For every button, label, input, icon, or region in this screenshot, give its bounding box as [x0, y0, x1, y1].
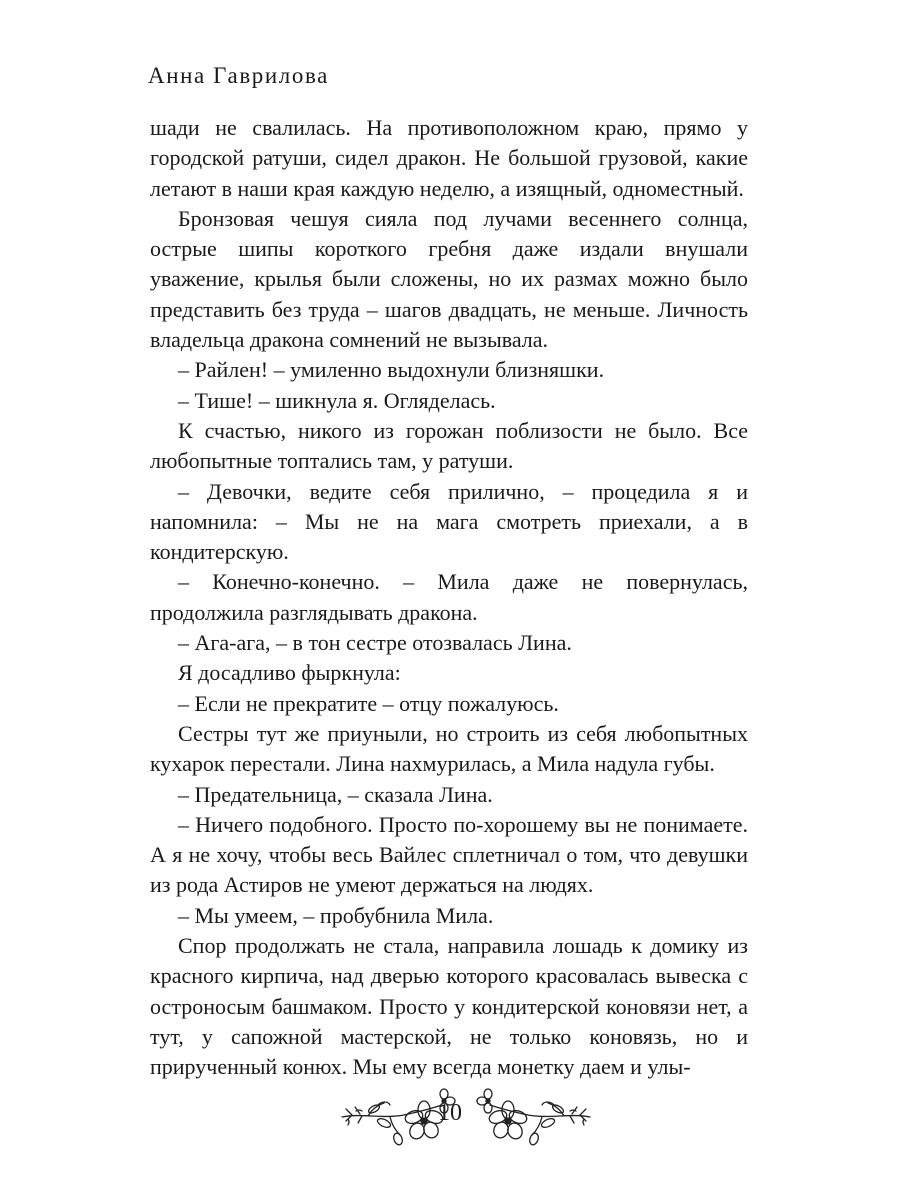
paragraph: Бронзовая чешуя сияла под лучами весеннего солнца, острые шипы короткого гребня даже издали внушали уважение, крылья были сложены, но их размах можно было представить без труда – шагов двадцать, не меньше. Личность владельца дракона сомнений не вызывала. — [150, 205, 748, 353]
paragraph: – Предательница, – сказала Лина. — [178, 781, 493, 807]
paragraph: – Тише! – шикнула я. Огляделась. — [178, 387, 496, 413]
paragraph: шади не свалилась. На противоположном краю, прямо у городской ратуши, сидел дракон. Не большой грузовой, какие летают в наши края каждую неделю, а изящный, одноместный. — [150, 115, 748, 201]
paragraph: – Райлен! – умиленно выдохнули близняшки. — [178, 357, 605, 383]
paragraph: – Девочки, ведите себя прилично, – процедила я и напомнила: – Мы не на мага смотреть приехали, а в кондитерскую. — [150, 478, 748, 565]
blossom-branch-icon — [474, 1083, 594, 1153]
paragraph: – Мы умеем, – пробубнила Мила. — [178, 902, 494, 928]
running-head-author: Анна Гаврилова — [148, 63, 329, 88]
paragraph: – Если не прекратите – отцу пожалуюсь. — [178, 690, 559, 716]
paragraph: К счастью, никого из горожан поблизости не было. Все любопытные топтались там, у ратуши. — [150, 417, 748, 474]
paragraph: Я досадливо фыркнула: — [178, 660, 401, 686]
paragraph: – Ничего подобного. Просто по-хорошему вы не понимаете. А я не хочу, чтобы весь Вайлес сплетничал о том, что девушки из рода Астиров не умеют держаться на людях. — [150, 811, 748, 898]
body-text — [150, 113, 748, 1083]
paragraph: – Конечно-конечно. – Мила даже не повернулась, продолжила разглядывать дракона. — [150, 569, 748, 625]
paragraph: Спор продолжать не стала, направила лошадь к домику из красного кирпича, над дверью которого красовалась вывеска с остроносым башмаком. Просто у кондитерской коновязи нет, а тут, у сапожной мастерской, не только коновязь, но и прирученный конюх. Мы ему всегда монетку даем и улы- — [150, 933, 748, 1080]
paragraph: Сестры тут же приуныли, но строить из себя любопытных кухарок перестали. Лина нахмурилась, а Мила надула губы. — [150, 720, 748, 777]
paragraph: – Ага-ага, – в тон сестре отозвалась Лина. — [178, 630, 572, 656]
page-number: 10 — [438, 1100, 462, 1126]
page-footer — [0, 1083, 900, 1153]
